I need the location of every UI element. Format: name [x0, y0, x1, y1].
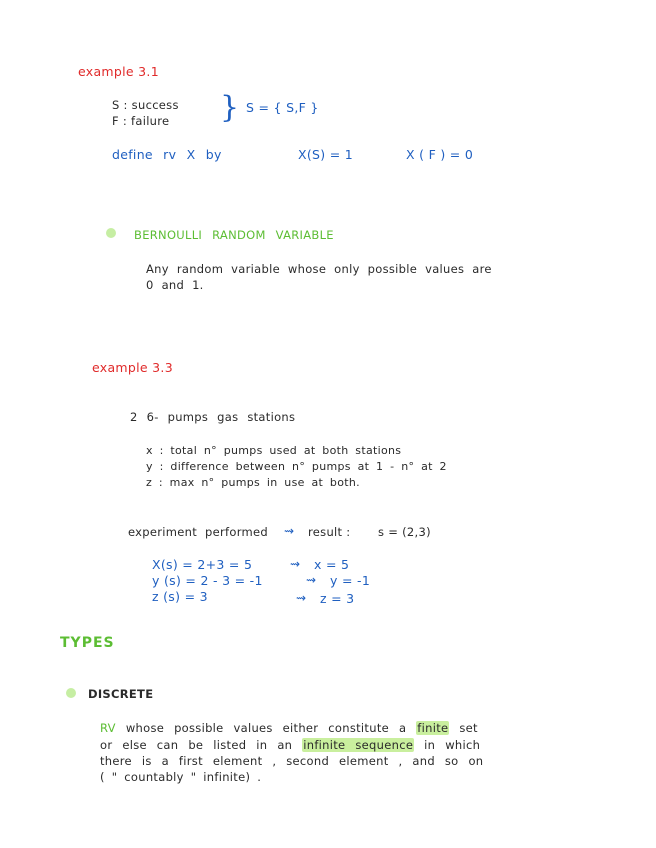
- experiment-label: experiment performed: [128, 525, 268, 539]
- gas-stations-intro: 2 6- pumps gas stations: [130, 410, 296, 424]
- define-rv-text: define rv X by: [112, 147, 222, 162]
- example-3-3-title: example 3.3: [92, 360, 173, 375]
- result-label: result :: [308, 525, 351, 539]
- calc-y-result: y = -1: [330, 573, 371, 588]
- failure-definition: F : failure: [112, 114, 170, 128]
- squiggle-arrow-icon: ⇝: [290, 557, 301, 571]
- bernoulli-line-1: Any random variable whose only possible values are: [146, 262, 492, 276]
- infinite-sequence-highlight: infinite sequence: [303, 738, 414, 752]
- rv-word: RV: [100, 721, 116, 735]
- squiggle-arrow-icon: ⇝: [306, 573, 317, 587]
- discrete-line-4: ( " countably " infinite) .: [100, 770, 262, 784]
- x-of-s: X(S) = 1: [298, 147, 354, 162]
- discrete-heading: DISCRETE: [88, 687, 154, 701]
- calc-x: X(s) = 2+3 = 5: [152, 557, 253, 572]
- success-definition: S : success: [112, 98, 179, 112]
- x-of-f: X ( F ) = 0: [406, 147, 474, 162]
- calc-x-result: x = 5: [314, 557, 350, 572]
- right-brace: }: [220, 90, 240, 125]
- bernoulli-line-2: 0 and 1.: [146, 278, 204, 292]
- discrete-line-2: or else can be listed in an infinite sequence in which: [100, 738, 481, 752]
- calc-z-result: z = 3: [320, 591, 355, 606]
- sample-space: S = { S,F }: [246, 100, 319, 115]
- calc-y: y (s) = 2 - 3 = -1: [152, 573, 263, 588]
- example-3-1-title: example 3.1: [78, 64, 159, 79]
- bullet-icon: [66, 688, 76, 698]
- bernoulli-heading: BERNOULLI RANDOM VARIABLE: [134, 228, 334, 242]
- def-x: x : total n° pumps used at both stations: [146, 444, 402, 457]
- squiggle-arrow-icon: ⇝: [284, 524, 295, 538]
- def-y: y : difference between n° pumps at 1 - n° at 2: [146, 460, 447, 473]
- finite-highlight: finite: [417, 721, 449, 735]
- types-heading: TYPES: [60, 635, 115, 651]
- squiggle-arrow-icon: ⇝: [296, 591, 307, 605]
- bullet-icon: [106, 228, 116, 238]
- discrete-line-3: there is a first element , second element , and so on: [100, 754, 484, 768]
- result-value: s = (2,3): [378, 525, 431, 539]
- calc-z: z (s) = 3: [152, 589, 208, 604]
- def-z: z : max n° pumps in use at both.: [146, 476, 360, 489]
- discrete-line-1: RV whose possible values either constitute a finite set: [100, 721, 478, 735]
